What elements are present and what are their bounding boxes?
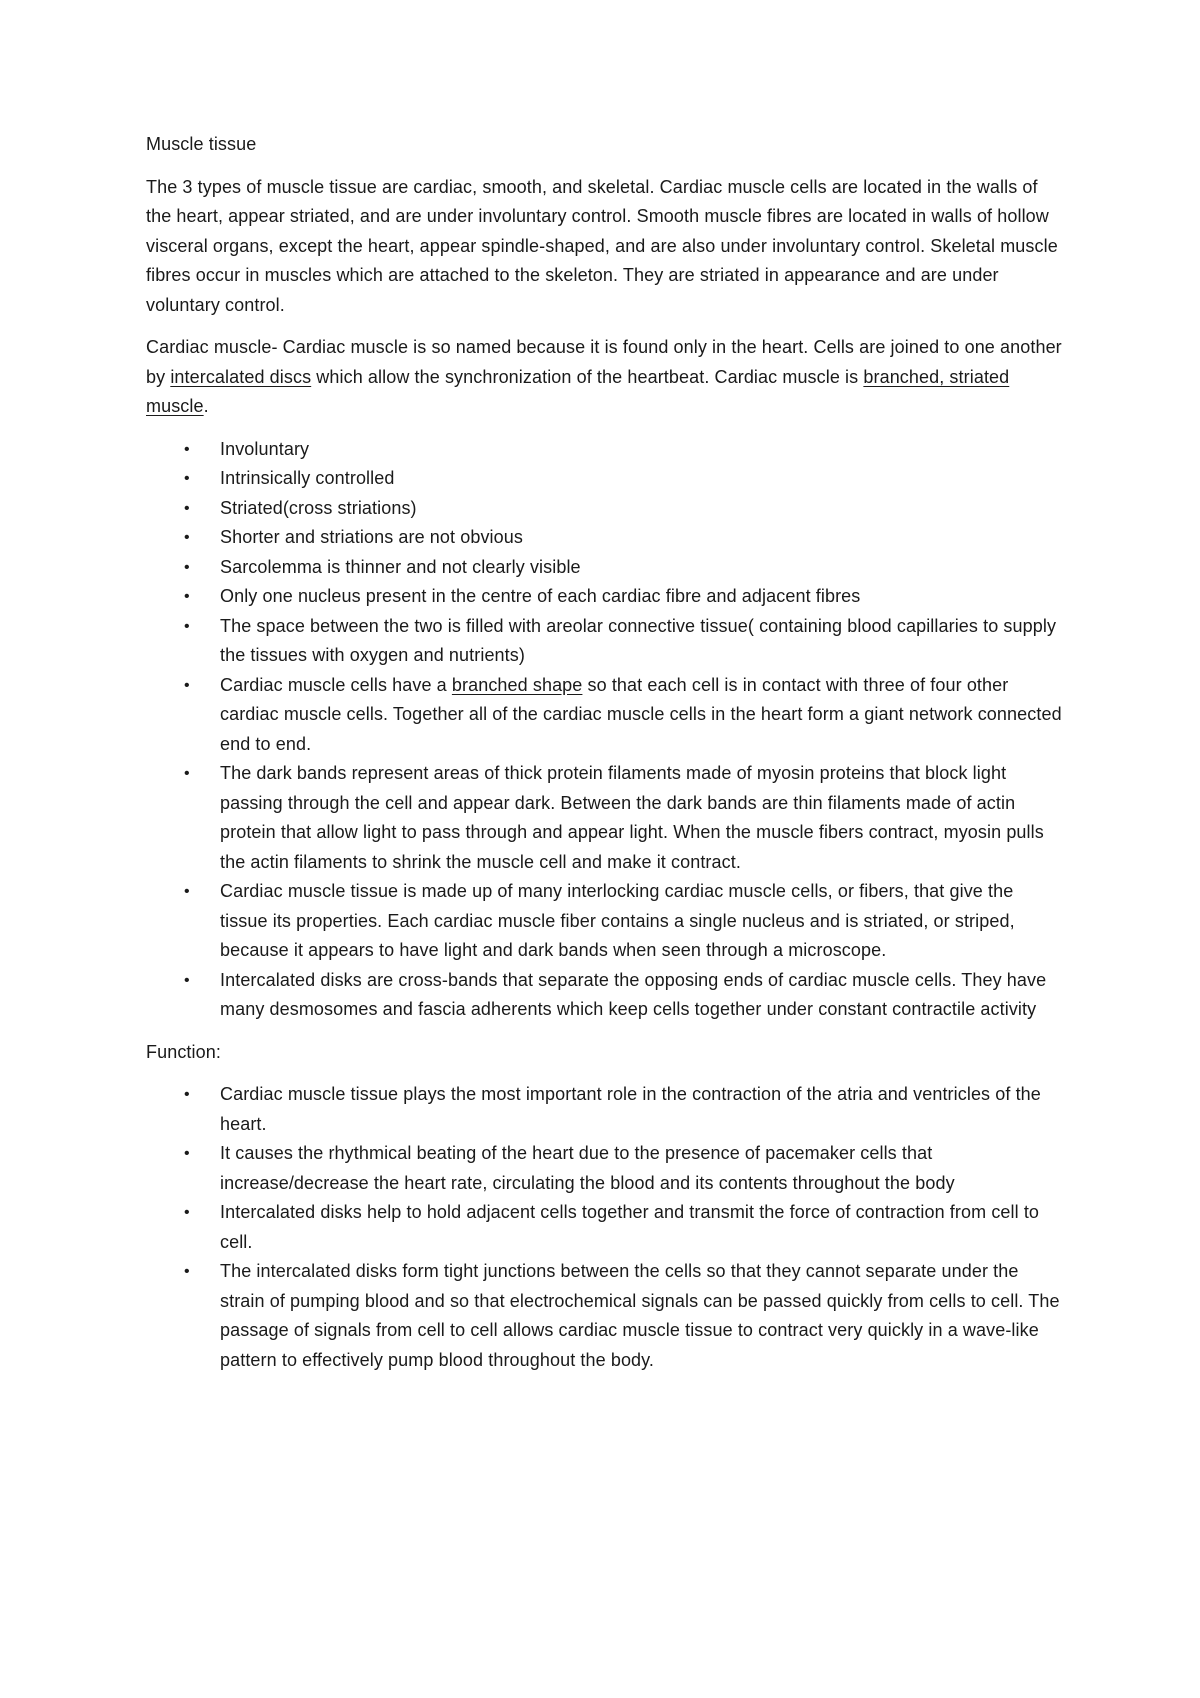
list-item: • Striated(cross striations) xyxy=(146,494,1066,524)
list-item: • Intercalated disks help to hold adjacent cells together and transmit the force of contraction from cell to cell. xyxy=(146,1198,1066,1257)
bullet-icon: • xyxy=(184,529,190,546)
cardiac-text-2: which allow the synchronization of the heartbeat. Cardiac muscle is xyxy=(311,366,864,387)
cardiac-text-1: Cardiac muscle- Cardiac muscle is so named because it is found only in the heart. Cells are joined to one another by xyxy=(146,337,1062,387)
list-item: • Shorter and striations are not obvious xyxy=(146,523,1066,553)
document-page xyxy=(146,130,1066,1388)
function-heading: Function: xyxy=(146,1041,221,1062)
bullet-icon: • xyxy=(184,1145,190,1162)
bullet-icon: • xyxy=(184,440,190,458)
list-item: • Intrinsically controlled xyxy=(146,464,1066,494)
list-item: • Involuntary xyxy=(146,435,1066,465)
list-item: • Intercalated disks are cross-bands that separate the opposing ends of cardiac muscle cells. They have many desmosomes and fascia adherents which keep cells together under constant contractile activity xyxy=(146,966,1066,1025)
list-item: • Cardiac muscle tissue is made up of many interlocking cardiac muscle cells, or fibers, that give the tissue its properties. Each cardiac muscle fiber contains a single nucleus and is striated, or striped, because it appears to have light and dark bands when seen through a microscope. xyxy=(146,877,1066,966)
functions-list xyxy=(146,1080,1066,1375)
bullet-icon: • xyxy=(184,883,190,900)
bullet-icon: • xyxy=(184,1263,190,1280)
bullet-icon: • xyxy=(184,558,190,576)
bullet-icon: • xyxy=(184,676,190,694)
list-item: • Cardiac muscle tissue plays the most important role in the contraction of the atria and ventricles of the heart. xyxy=(146,1080,1066,1139)
cardiac-paragraph xyxy=(146,333,1066,422)
bullet-icon: • xyxy=(184,470,190,487)
bullet-icon: • xyxy=(184,765,190,782)
intro-paragraph: The 3 types of muscle tissue are cardiac, smooth, and skeletal. Cardiac muscle cells are located in the walls of the heart, appear striated, and are under involuntary control. Smooth muscle fibres are located in walls of hollow visceral organs, except the heart, appear spindle-shaped, and are also under involuntary control. Skeletal muscle fibres occur in muscles which are attached to the skeleton. They are striated in appearance and are under voluntary control. xyxy=(146,176,1058,315)
list-item: • Sarcolemma is thinner and not clearly visible xyxy=(146,553,1066,583)
list-item: • It causes the rhythmical beating of the heart due to the presence of pacemaker cells that increase/decrease the heart rate, circulating the blood and its contents throughout the body xyxy=(146,1139,1066,1198)
cardiac-text-3: . xyxy=(203,396,209,416)
branched-striated-term: branched, striated muscle xyxy=(146,366,1010,416)
bullet-icon: • xyxy=(184,617,190,635)
list-item: • The space between the two is filled with areolar connective tissue( containing blood capillaries to supply the tissues with oxygen and nutrients) xyxy=(146,612,1066,671)
document-title: Muscle tissue xyxy=(146,134,257,154)
branched-shape-term: branched shape xyxy=(451,674,583,695)
list-item: • Only one nucleus present in the centre of each cardiac fibre and adjacent fibres xyxy=(146,582,1066,612)
bullet-icon: • xyxy=(184,588,190,605)
list-item: • The dark bands represent areas of thick protein filaments made of myosin proteins that block light passing through the cell and appear dark. Between the dark bands are thin filaments made of actin protein that allow light to pass through and appear light. When the muscle fibers contract, myosin pulls the actin filaments to shrink the muscle cell and make it contract. xyxy=(146,759,1066,877)
list-item: • The intercalated disks form tight junctions between the cells so that they cannot separate under the strain of pumping blood and so that electrochemical signals can be passed quickly from cells to cell. The passage of signals from cell to cell allows cardiac muscle tissue to contract very quickly in a wave-like pattern to effectively pump blood throughout the body. xyxy=(146,1257,1066,1375)
bullet-icon: • xyxy=(184,971,190,989)
features-list xyxy=(146,435,1066,1025)
bullet-icon: • xyxy=(184,499,190,517)
bullet-icon: • xyxy=(184,1086,190,1103)
intercalated-discs-term: intercalated discs xyxy=(170,366,312,387)
list-item: • Cardiac muscle cells have a branched shape so that each cell is in contact with three of four other cardiac muscle cells. Together all of the cardiac muscle cells in the heart form a giant network connected end to end. xyxy=(146,671,1066,760)
bullet-icon: • xyxy=(184,1204,190,1221)
